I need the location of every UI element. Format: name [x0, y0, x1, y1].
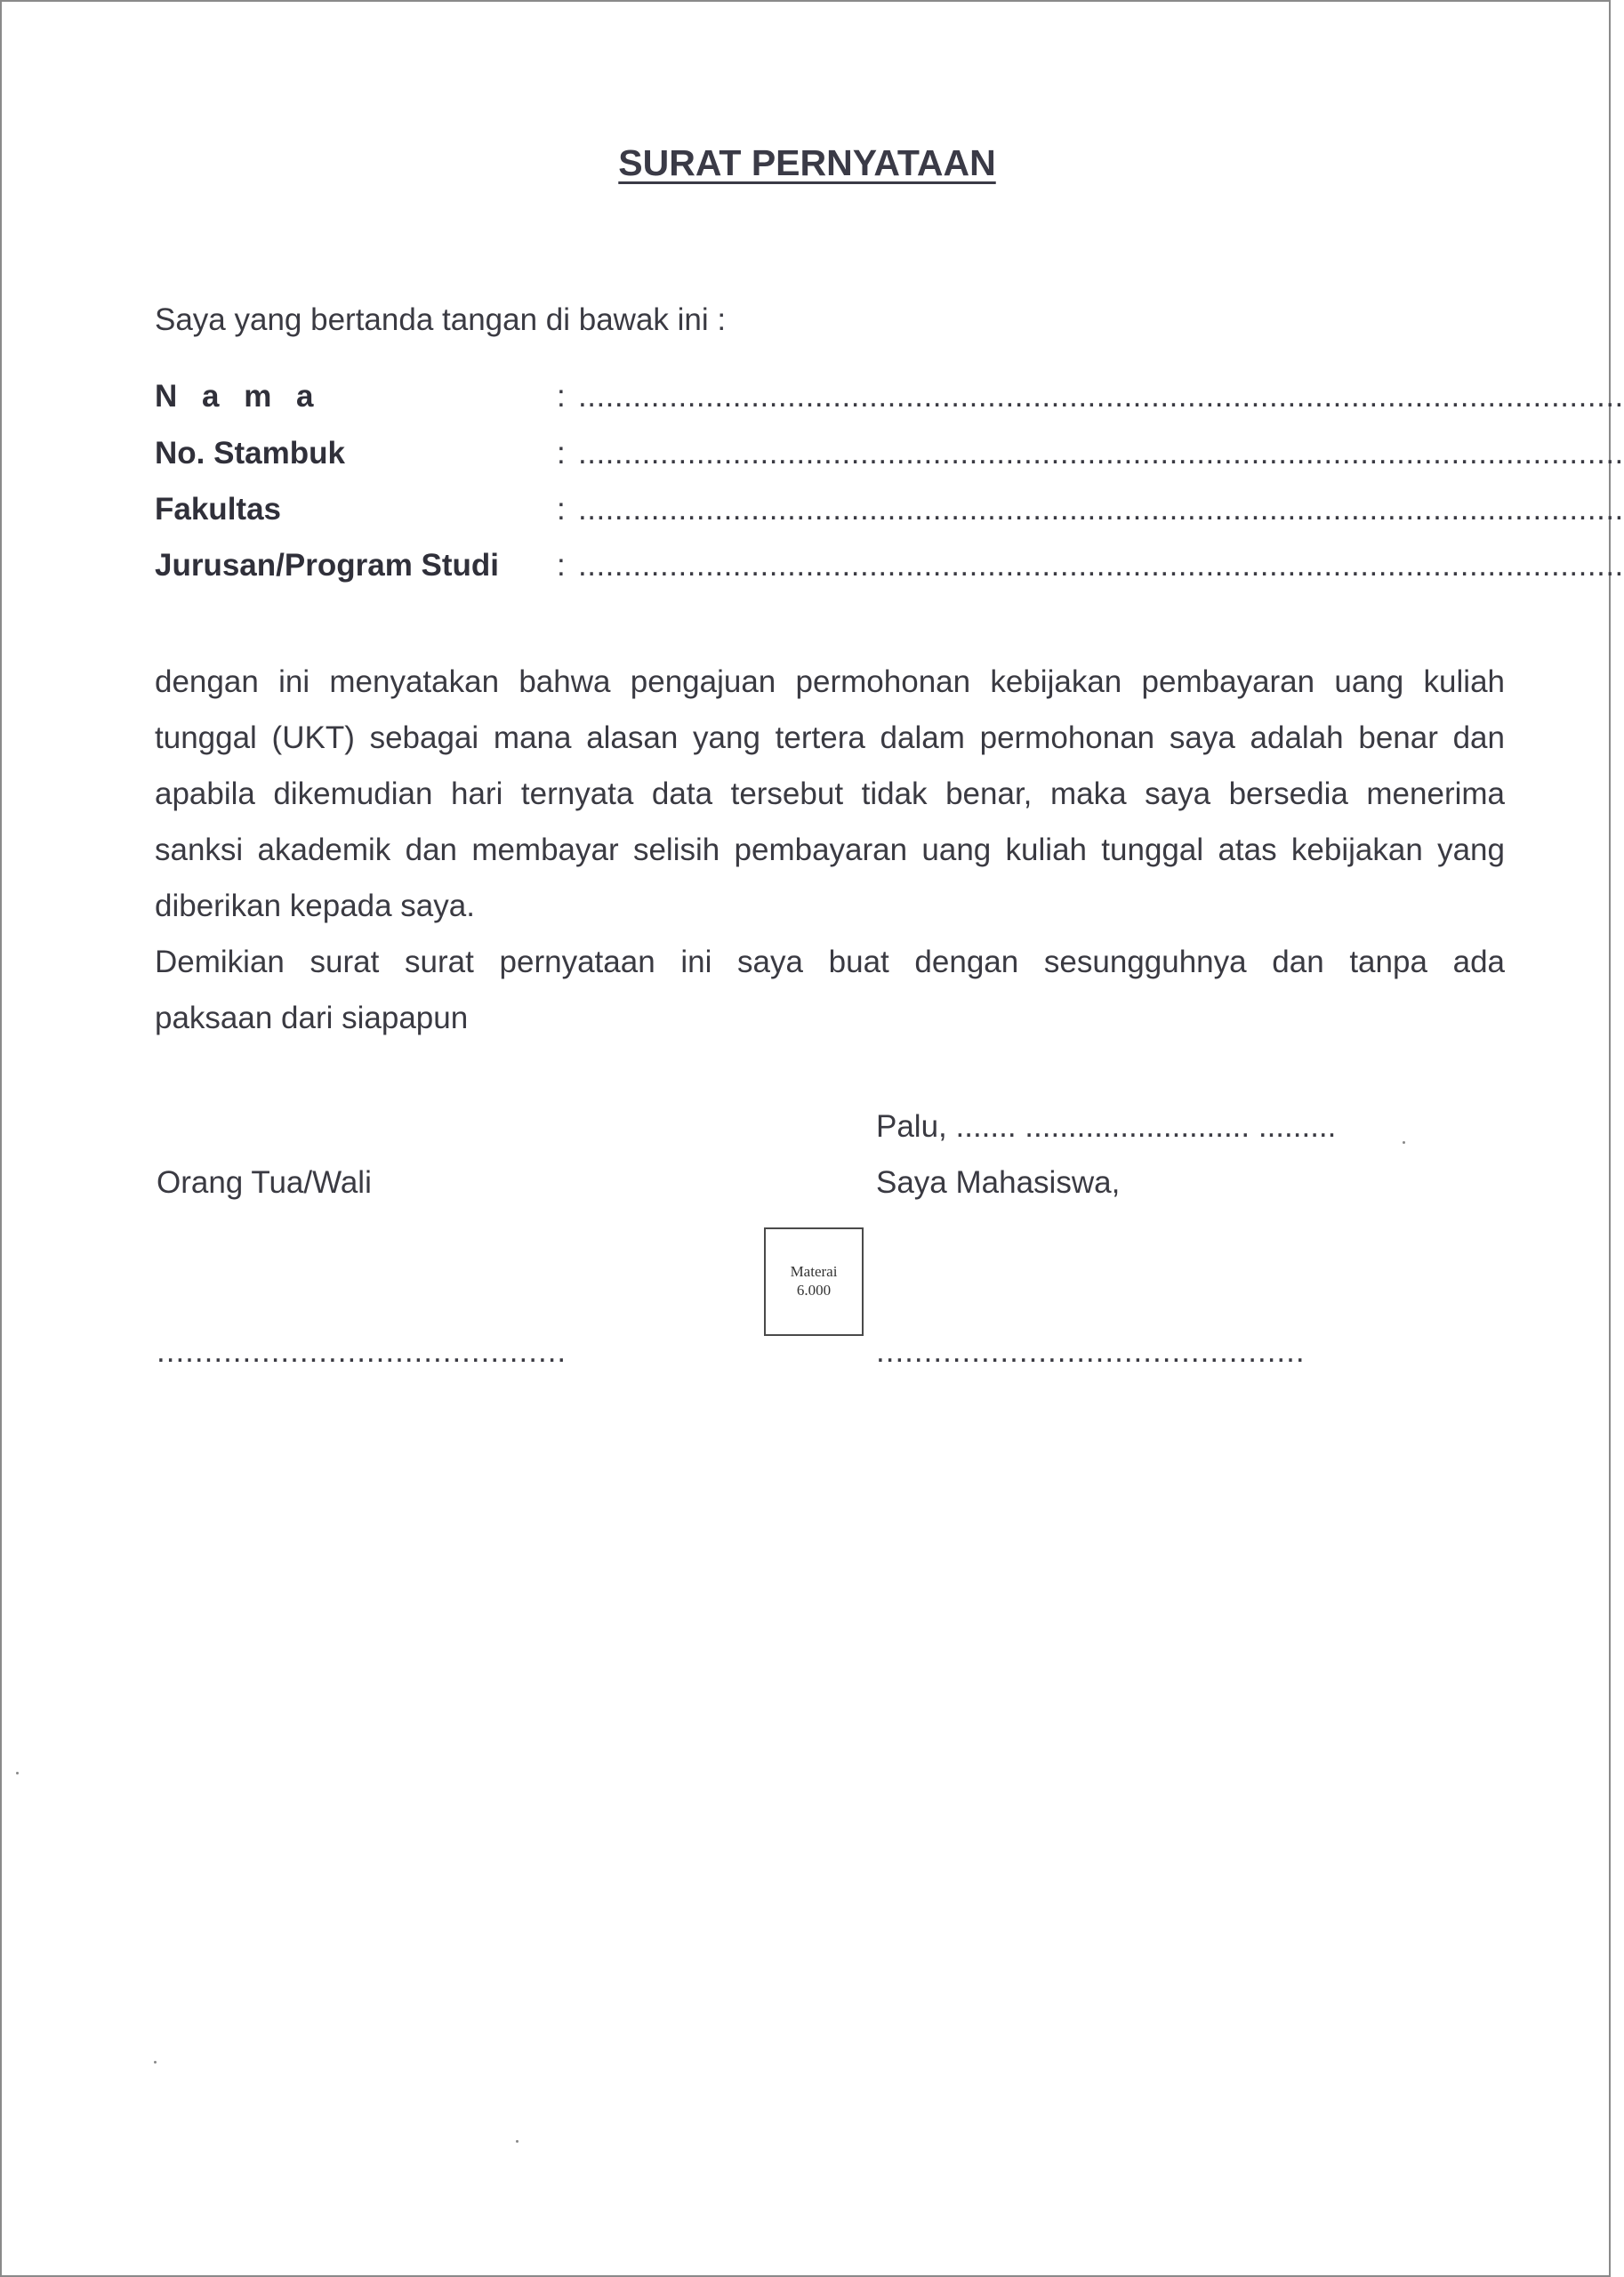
field-row-fakultas [155, 492, 1624, 536]
statement-paragraph [155, 654, 1505, 1046]
field-row-nama [155, 379, 1624, 423]
closing-line: paksaan dari siapapun [155, 1001, 469, 1035]
field-colon: : [557, 492, 566, 527]
field-label-nama: N a m a [155, 379, 322, 414]
stamp-label: Materai [790, 1263, 838, 1280]
statement-line: apabila dikemudian hari ternyata data tersebut tidak benar, maka saya bersedia menerima [155, 776, 1505, 811]
field-colon: : [557, 379, 566, 414]
scan-speck [516, 2140, 519, 2143]
place-date: Palu, ....... .......................... ......... [876, 1109, 1337, 1144]
statement-line: diberikan kepada saya. [155, 889, 475, 923]
intro-text: Saya yang bertanda tangan di bawak ini : [155, 302, 727, 337]
scan-speck [1403, 1141, 1405, 1144]
stamp-value: 6.000 [796, 1282, 832, 1299]
left-signature-line: ........................................... [157, 1334, 567, 1369]
field-colon: : [557, 436, 566, 471]
statement-line: dengan ini menyatakan bahwa pengajuan permohonan kebijakan pembayaran uang kuliah [155, 664, 1505, 699]
field-dots-jurusan: ................................................................................................................... [578, 548, 1624, 583]
field-label-jurusan: Jurusan/Program Studi [155, 548, 500, 583]
stamp-box [764, 1227, 864, 1336]
field-label-stambuk: No. Stambuk [155, 436, 345, 471]
field-row-stambuk [155, 436, 1624, 480]
statement-line: sanksi akademik dan membayar selisih pembayaran uang kuliah tunggal atas kebijakan yang [155, 833, 1505, 867]
field-colon: : [557, 548, 566, 583]
document-title: SURAT PERNYATAAN [618, 142, 996, 183]
field-dots-nama: ................................................................................................................... [578, 379, 1624, 414]
scan-speck [154, 2061, 157, 2064]
statement-line: tunggal (UKT) sebagai mana alasan yang tertera dalam permohonan saya adalah benar dan [155, 720, 1505, 755]
left-signatory-label: Orang Tua/Wali [157, 1165, 372, 1200]
scan-speck [16, 1772, 19, 1774]
field-dots-stambuk: ................................................................................................................... [578, 436, 1624, 471]
field-row-jurusan [155, 548, 1624, 592]
field-dots-fakultas: ................................................................................................................... [578, 492, 1624, 527]
right-signature-line: ............................................. [876, 1334, 1306, 1369]
right-signatory-label: Saya Mahasiswa, [876, 1165, 1121, 1200]
closing-line: Demikian surat surat pernyataan ini saya buat dengan sesungguhnya dan tanpa ada [155, 945, 1505, 979]
field-label-fakultas: Fakultas [155, 492, 281, 527]
